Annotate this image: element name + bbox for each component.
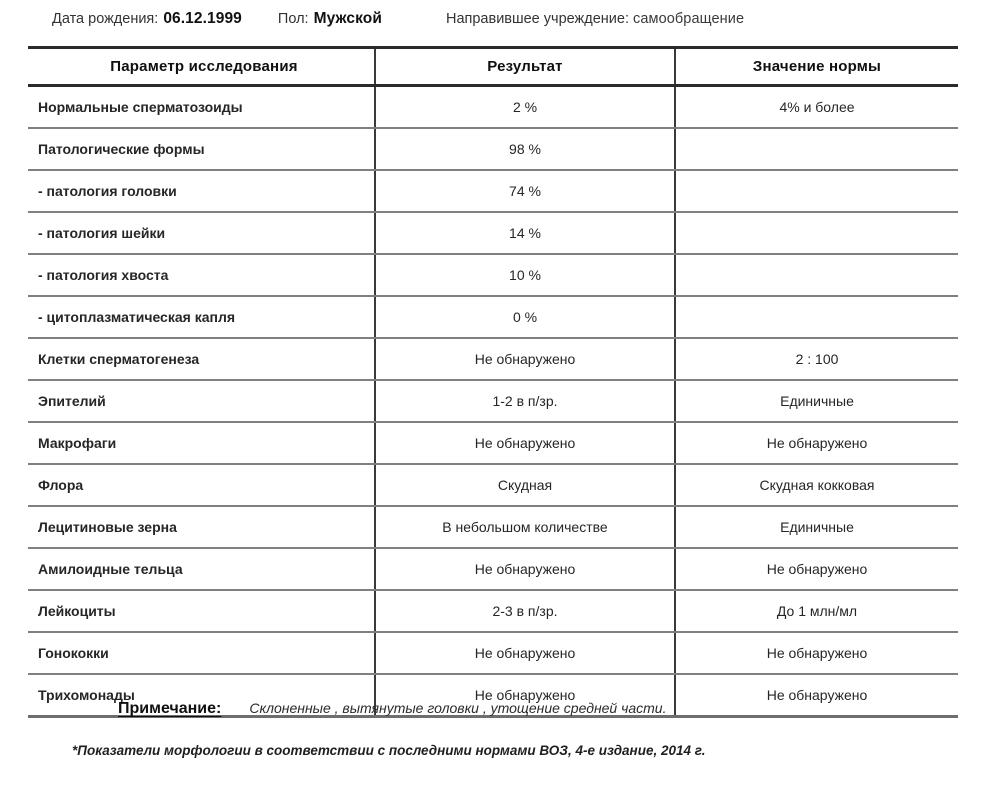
cell-norm: Не обнаружено bbox=[675, 548, 958, 590]
cell-parameter: Флора bbox=[28, 464, 375, 506]
cell-parameter: Клетки сперматогенеза bbox=[28, 338, 375, 380]
table-row bbox=[28, 590, 958, 632]
results-table-wrap bbox=[28, 46, 958, 718]
cell-norm: Не обнаружено bbox=[675, 632, 958, 674]
cell-result: Не обнаружено bbox=[375, 674, 675, 715]
table-row bbox=[28, 422, 958, 464]
cell-norm: Не обнаружено bbox=[675, 674, 958, 715]
cell-norm: 4% и более bbox=[675, 86, 958, 129]
cell-norm: Скудная кокковая bbox=[675, 464, 958, 506]
table-row bbox=[28, 254, 958, 296]
cell-result: Не обнаружено bbox=[375, 422, 675, 464]
cell-parameter: - патология головки bbox=[28, 170, 375, 212]
cell-norm bbox=[675, 296, 958, 338]
results-table bbox=[28, 46, 958, 715]
cell-norm: Единичные bbox=[675, 506, 958, 548]
cell-result: 10 % bbox=[375, 254, 675, 296]
cell-result: 2-3 в п/зр. bbox=[375, 590, 675, 632]
birth-date-field bbox=[52, 10, 242, 28]
cell-parameter: Патологические формы bbox=[28, 128, 375, 170]
table-row bbox=[28, 632, 958, 674]
footnote-text: *Показатели морфологии в соответствии с последними нормами ВОЗ, 4-е издание, 2014 г. bbox=[72, 743, 706, 758]
note-line bbox=[0, 700, 1000, 718]
institution-field bbox=[446, 11, 744, 27]
cell-norm bbox=[675, 254, 958, 296]
cell-norm: Единичные bbox=[675, 380, 958, 422]
cell-result: 2 % bbox=[375, 86, 675, 129]
cell-parameter: Амилоидные тельца bbox=[28, 548, 375, 590]
patient-meta-row bbox=[0, 7, 1000, 31]
birth-date-label: Дата рождения: bbox=[52, 11, 159, 27]
sex-field bbox=[278, 10, 382, 28]
cell-result: Не обнаружено bbox=[375, 548, 675, 590]
column-header-parameter: Параметр исследования bbox=[28, 48, 375, 86]
cell-result: В небольшом количестве bbox=[375, 506, 675, 548]
table-row bbox=[28, 506, 958, 548]
cell-norm: 2 : 100 bbox=[675, 338, 958, 380]
note-text: Склоненные , вытянутые головки , утощение средней части. bbox=[249, 700, 667, 716]
table-row bbox=[28, 128, 958, 170]
birth-date-value: 06.12.1999 bbox=[163, 10, 242, 27]
cell-result: Не обнаружено bbox=[375, 338, 675, 380]
cell-parameter: Лецитиновые зерна bbox=[28, 506, 375, 548]
cell-result: 14 % bbox=[375, 212, 675, 254]
cell-parameter: Трихомонады bbox=[28, 674, 375, 715]
cell-parameter: - патология шейки bbox=[28, 212, 375, 254]
sex-label: Пол: bbox=[277, 11, 309, 27]
table-row bbox=[28, 212, 958, 254]
cell-norm: Не обнаружено bbox=[675, 422, 958, 464]
cell-result: 74 % bbox=[375, 170, 675, 212]
column-header-norm: Значение нормы bbox=[675, 48, 958, 86]
column-header-result: Результат bbox=[375, 48, 675, 86]
cell-parameter: Гонококки bbox=[28, 632, 375, 674]
cell-parameter: Эпителий bbox=[28, 380, 375, 422]
cell-result: 0 % bbox=[375, 296, 675, 338]
cell-parameter: - цитоплазматическая капля bbox=[28, 296, 375, 338]
table-row bbox=[28, 296, 958, 338]
note-title: Примечание: bbox=[118, 700, 222, 717]
cell-parameter: Лейкоциты bbox=[28, 590, 375, 632]
table-header-row bbox=[28, 48, 958, 86]
table-row bbox=[28, 170, 958, 212]
cell-parameter: - патология хвоста bbox=[28, 254, 375, 296]
table-row bbox=[28, 380, 958, 422]
cell-result: 1-2 в п/зр. bbox=[375, 380, 675, 422]
cell-norm: До 1 млн/мл bbox=[675, 590, 958, 632]
table-row bbox=[28, 338, 958, 380]
table-row bbox=[28, 548, 958, 590]
cell-result: Не обнаружено bbox=[375, 632, 675, 674]
institution-value: самообращение bbox=[632, 11, 745, 27]
cell-parameter: Нормальные сперматозоиды bbox=[28, 86, 375, 129]
table-row bbox=[28, 86, 958, 129]
notes-section bbox=[0, 700, 1000, 758]
cell-result: Скудная bbox=[375, 464, 675, 506]
cell-result: 98 % bbox=[375, 128, 675, 170]
table-body bbox=[28, 86, 958, 716]
table-row bbox=[28, 464, 958, 506]
cell-norm bbox=[675, 128, 958, 170]
cell-norm bbox=[675, 170, 958, 212]
institution-label: Направившее учреждение: bbox=[445, 11, 629, 27]
cell-norm bbox=[675, 212, 958, 254]
table-head bbox=[28, 48, 958, 86]
sex-value: Мужской bbox=[313, 10, 382, 27]
cell-parameter: Макрофаги bbox=[28, 422, 375, 464]
